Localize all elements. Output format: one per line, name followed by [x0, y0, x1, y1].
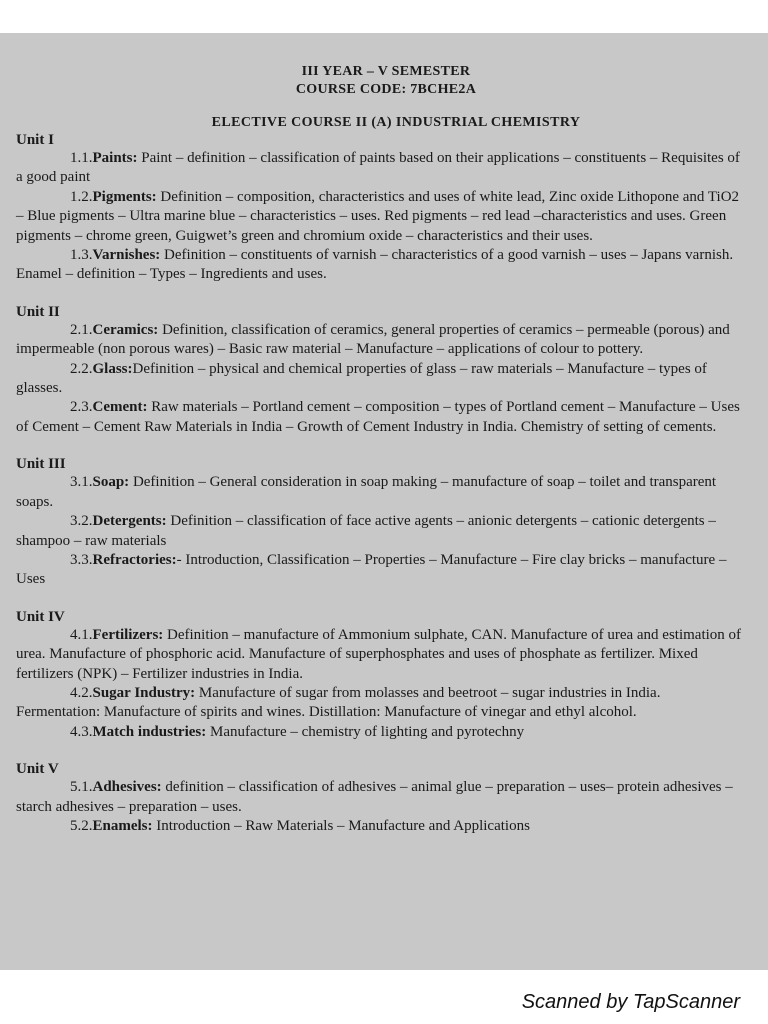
unit-title: Unit V [16, 761, 59, 778]
topic-description: - Introduction, Classification – Properties – Manufacture – Fire clay bricks – manufacture – Uses [16, 551, 727, 588]
topic-term: Varnishes: [92, 247, 161, 264]
topic-paragraph [16, 723, 746, 742]
topic-term: Ceramics: [92, 321, 159, 338]
topic-paragraph [16, 626, 746, 684]
unit-section [16, 455, 746, 589]
topic-paragraph [16, 398, 746, 437]
topic-number: 2.2. [70, 360, 93, 377]
topic-number: 5.1. [70, 779, 93, 796]
unit-title: Unit III [16, 456, 66, 473]
topic-term: Soap: [92, 474, 130, 491]
course-code-heading: COURSE CODE: 7BCHE2A [295, 82, 477, 97]
topic-description: Manufacture of sugar from molasses and beetroot – sugar industries in India. Fermentation: Manufacture of spirits and wines. Distillation: Manufacture of vinegar and ethyl alcohol. [16, 684, 661, 721]
topic-term: Cement: [92, 399, 148, 416]
unit-section [16, 608, 746, 742]
topic-term: Sugar Industry: [92, 684, 196, 701]
topic-description: Definition – physical and chemical properties of glass – raw materials – Manufacture – types of glasses. [16, 360, 707, 397]
topic-description: Manufacture – chemistry of lighting and pyrotechny [206, 723, 525, 740]
topic-number: 4.3. [70, 723, 93, 740]
topic-number: 2.1. [70, 321, 93, 338]
course-title: ELECTIVE COURSE II (A) INDUSTRIAL CHEMISTRY [211, 115, 581, 130]
topic-term: Detergents: [92, 513, 167, 530]
topic-number: 4.2. [70, 684, 93, 701]
semester-heading: III YEAR – V SEMESTER [301, 64, 471, 79]
topic-term: Paints: [92, 150, 138, 166]
topic-paragraph [16, 188, 746, 246]
topic-paragraph [16, 246, 746, 285]
topic-paragraph [16, 512, 746, 551]
topic-paragraph [16, 360, 746, 399]
topic-number: 2.3. [70, 399, 93, 416]
unit-section [16, 760, 746, 836]
topic-paragraph [16, 149, 746, 188]
topic-description: Definition, classification of ceramics, general properties of ceramics – permeable (porous) and impermeable (non porous wares) – Basic raw material – Manufacture – applications of colour to pottery. [16, 321, 730, 358]
topic-paragraph [16, 473, 746, 512]
unit-title: Unit IV [16, 608, 65, 625]
topic-paragraph [16, 551, 746, 590]
topic-term: Refractories: [92, 551, 177, 568]
topic-description: Introduction – Raw Materials – Manufacture and Applications [152, 817, 530, 834]
topic-description: Definition – manufacture of Ammonium sulphate, CAN. Manufacture of urea and estimation of urea. Manufacture of phosphoric acid. Manufacture of superphosphates and uses of phosphate as fertilizer. Mixed fertilizers (NPK) – Fertilizer industries in India. [16, 626, 742, 682]
unit-title: Unit II [16, 303, 60, 320]
topic-term: Match industries: [92, 723, 207, 740]
unit-section [16, 131, 746, 285]
topic-term: Fertilizers: [92, 626, 164, 643]
topic-number: 3.1. [70, 474, 93, 491]
unit-title: Unit I [16, 132, 54, 148]
scanned-page [0, 33, 768, 970]
topic-number: 3.3. [70, 551, 93, 568]
topic-description: Definition – General consideration in soap making – manufacture of soap – toilet and transparent soaps. [16, 474, 717, 510]
syllabus-units [16, 131, 746, 836]
topic-description: Definition – constituents of varnish – characteristics of a good varnish – uses – Japans varnish. Enamel – definition – Types – Ingredients and uses. [16, 247, 734, 283]
topic-description: Raw materials – Portland cement – composition – types of Portland cement – Manufacture – Uses of Cement – Cement Raw Materials in India – Growth of Cement Industry in India. Chemistry of setting of cements. [16, 399, 740, 435]
topic-number: 1.3. [70, 247, 93, 264]
topic-paragraph [16, 321, 746, 360]
topic-term: Enamels: [92, 817, 153, 834]
topic-paragraph [16, 684, 746, 723]
topic-number: 4.1. [70, 626, 93, 643]
topic-term: Glass: [92, 360, 133, 377]
topic-description: Definition – classification of face active agents – anionic detergents – cationic detergents – shampoo – raw materials [16, 513, 716, 549]
topic-term: Pigments: [92, 188, 157, 205]
topic-description: definition – classification of adhesives – animal glue – preparation – uses– protein adhesives – starch adhesives – preparation – uses. [16, 779, 733, 815]
topic-number: 1.2. [70, 188, 93, 205]
topic-description: Definition – composition, characteristics and uses of white lead, Zinc oxide Lithopone and TiO2 – Blue pigments – Ultra marine blue – characteristics – uses. Red pigments – red lead –characteristics and uses. Green pigments – chrome green, Guigwet’s green and chromium oxide – characteristics and their uses. [16, 188, 740, 244]
topic-number: 1.1. [70, 150, 93, 166]
topic-number: 5.2. [70, 817, 93, 834]
topic-paragraph [16, 778, 746, 817]
topic-paragraph [16, 817, 746, 836]
topic-term: Adhesives: [92, 779, 162, 796]
unit-section [16, 303, 746, 437]
topic-number: 3.2. [70, 513, 93, 530]
tapscanner-watermark: Scanned by TapScanner [521, 991, 740, 1013]
topic-description: Paint – definition – classification of paints based on their applications – constituents – Requisites of a good paint [16, 150, 740, 186]
